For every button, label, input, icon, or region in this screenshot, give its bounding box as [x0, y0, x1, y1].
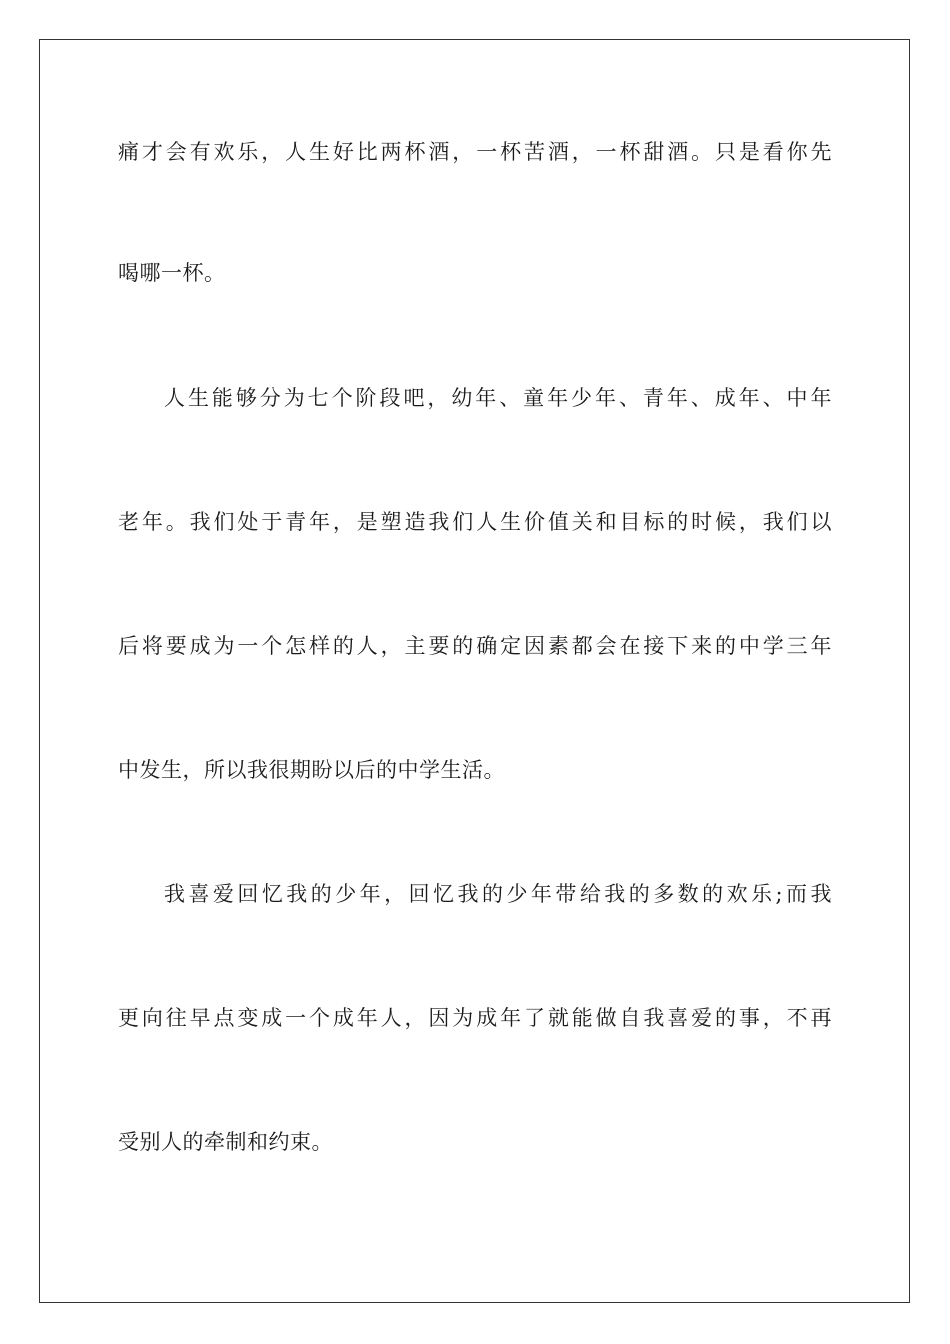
- paragraph-line: 老年。我们处于青年，是塑造我们人生价值关和目标的时候，我们以: [118, 510, 832, 534]
- paragraph-line: 痛才会有欢乐，人生好比两杯酒，一杯苦酒，一杯甜酒。只是看你先: [118, 140, 832, 164]
- paragraph-line: 人生能够分为七个阶段吧，幼年、童年少年、青年、成年、中年: [164, 386, 832, 410]
- paragraph-line: 后将要成为一个怎样的人，主要的确定因素都会在接下来的中学三年: [118, 634, 832, 658]
- paragraph-line: 我喜爱回忆我的少年，回忆我的少年带给我的多数的欢乐;而我: [164, 882, 832, 906]
- paragraph-line: 喝哪一杯。: [118, 261, 226, 285]
- paragraph-line: 受别人的牵制和约束。: [118, 1130, 333, 1154]
- paragraph-line: 中发生，所以我很期盼以后的中学生活。: [118, 758, 505, 782]
- page-border: [39, 39, 910, 1303]
- paragraph-line: 更向往早点变成一个成年人，因为成年了就能做自我喜爱的事，不再: [118, 1006, 832, 1030]
